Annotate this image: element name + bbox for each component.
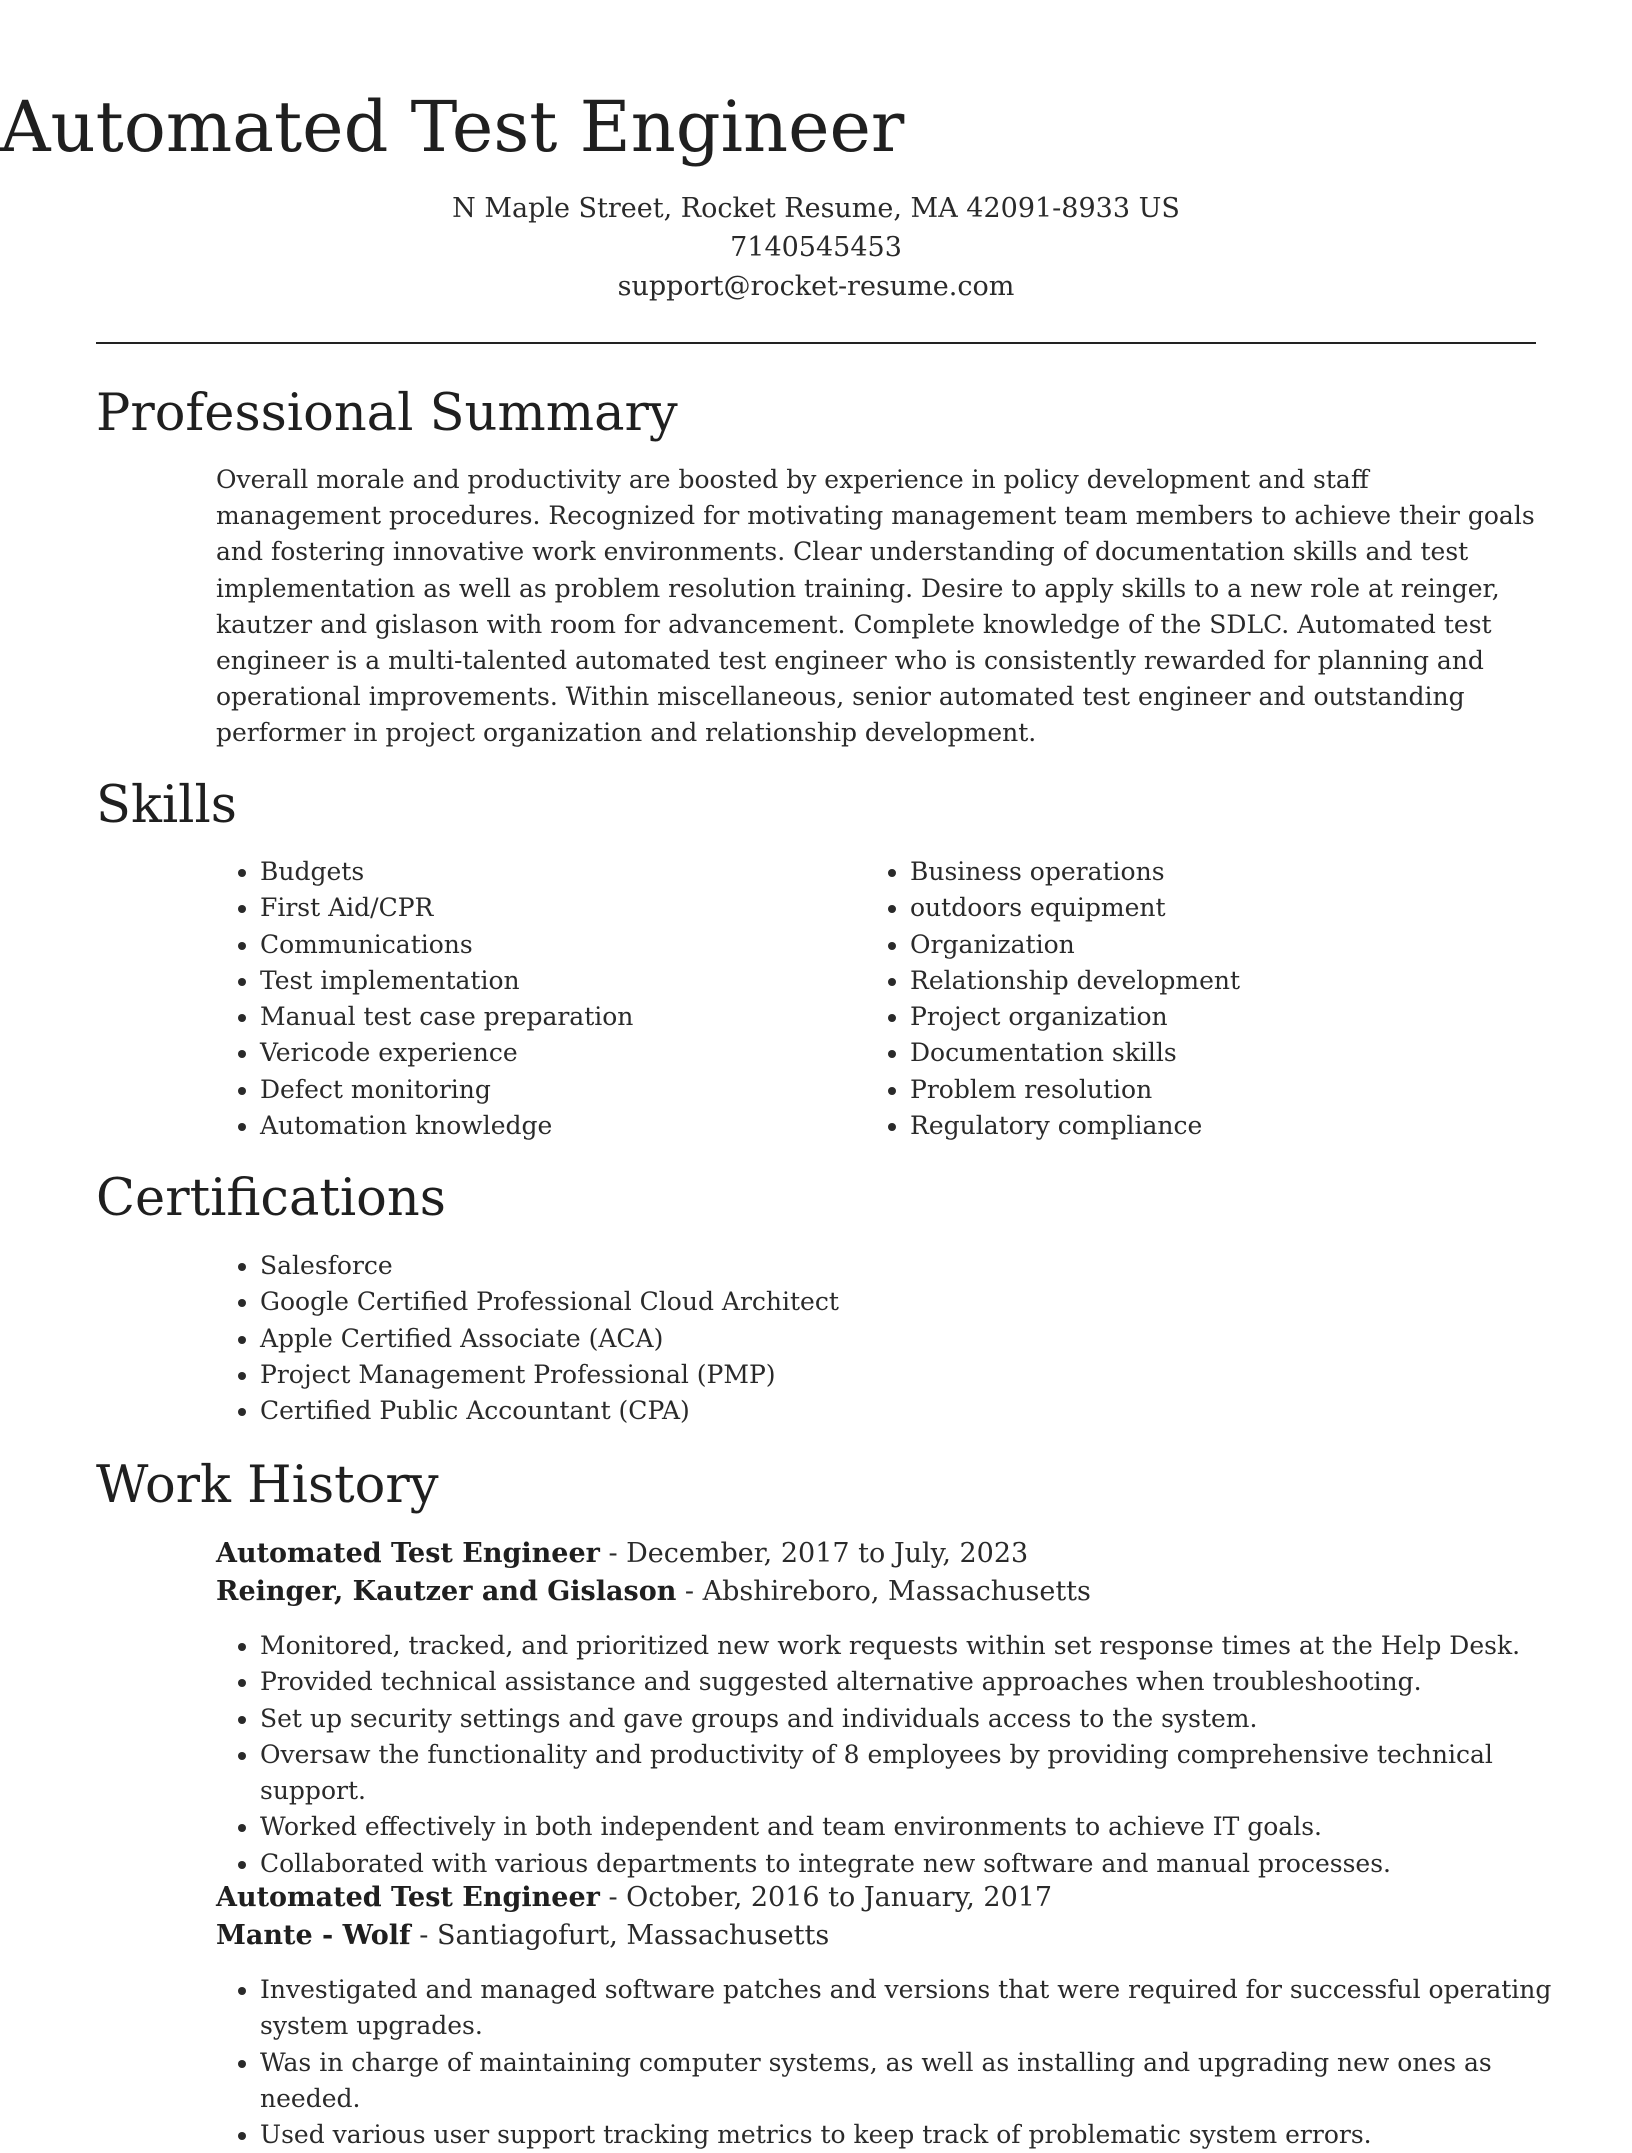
skill-item: • First Aid/CPR xyxy=(260,890,860,926)
header-divider xyxy=(96,342,1536,344)
skill-item: • Organization xyxy=(910,927,1510,963)
skill-item: • Project organization xyxy=(910,999,1510,1035)
contact-address: N Maple Street, Rocket Resume, MA 42091-8933 US xyxy=(452,193,1180,224)
job-location: - Abshireboro, Massachusetts xyxy=(676,1576,1091,1607)
skill-item: • Defect monitoring xyxy=(260,1072,860,1108)
contact-phone: 7140545453 xyxy=(730,232,902,263)
job-company-line xyxy=(216,1573,1091,1611)
job-title-line xyxy=(216,1879,1052,1917)
job-title-line xyxy=(216,1535,1028,1573)
contact-email: support@rocket-resume.com xyxy=(617,271,1015,302)
summary-heading: Professional Summary xyxy=(96,384,678,443)
skill-item: • Business operations xyxy=(910,854,1510,890)
skills-list-left xyxy=(216,854,860,1144)
candidate-name: Automated Test Engineer xyxy=(0,86,905,168)
skills-heading: Skills xyxy=(96,776,237,835)
certification-item: • Salesforce xyxy=(260,1248,1560,1284)
job-duty: • Collaborated with various departments to integrate new software and manual processes. xyxy=(260,1846,1580,1882)
job-duty: • Worked effectively in both independent and team environments to achieve IT goals. xyxy=(260,1809,1580,1845)
certification-item: • Project Management Professional (PMP) xyxy=(260,1357,1560,1393)
job-duty: • Oversaw the functionality and productivity of 8 employees by providing comprehensive technical support. xyxy=(260,1737,1580,1810)
job-duty: • Was in charge of maintaining computer systems, as well as installing and upgrading new ones as needed. xyxy=(260,2045,1580,2118)
skill-item: • Relationship development xyxy=(910,963,1510,999)
skill-item: • outdoors equipment xyxy=(910,890,1510,926)
job-duties-list xyxy=(216,1628,1580,1882)
job-duty: • Provided technical assistance and suggested alternative approaches when troubleshooting. xyxy=(260,1664,1580,1700)
job-location: - Santiagofurt, Massachusetts xyxy=(410,1920,830,1951)
certification-item: • Google Certified Professional Cloud Architect xyxy=(260,1284,1560,1320)
skill-item: • Regulatory compliance xyxy=(910,1108,1510,1144)
skill-item: • Test implementation xyxy=(260,963,860,999)
skill-item: • Communications xyxy=(260,927,860,963)
skill-item: • Vericode experience xyxy=(260,1035,860,1071)
certifications-list xyxy=(216,1248,1560,1429)
skill-item: • Manual test case preparation xyxy=(260,999,860,1035)
job-company: Reinger, Kautzer and Gislason xyxy=(216,1576,677,1607)
work-history-heading: Work History xyxy=(96,1456,439,1515)
job-dates: - December, 2017 to July, 2023 xyxy=(599,1538,1029,1569)
skill-item: • Automation knowledge xyxy=(260,1108,860,1144)
skill-item: • Budgets xyxy=(260,854,860,890)
job-duty: • Set up security settings and gave groups and individuals access to the system. xyxy=(260,1701,1580,1737)
job-company: Mante - Wolf xyxy=(216,1920,411,1951)
job-role: Automated Test Engineer xyxy=(216,1538,600,1569)
job-dates: - October, 2016 to January, 2017 xyxy=(599,1882,1053,1913)
skill-item: • Problem resolution xyxy=(910,1072,1510,1108)
job-role: Automated Test Engineer xyxy=(216,1882,600,1913)
summary-text: Overall morale and productivity are boosted by experience in policy development and staff management procedures. Recognized for motivating management team members to achieve their goals and fostering innovative work environments. Clear understanding of documentation skills and test implementation as well as problem resolution training. Desire to apply skills to a new role at reinger, kautzer and gislason with room for advancement. Complete knowledge of the SDLC. Automated test engineer is a multi-talented automated test engineer who is consistently rewarded for planning and operational improvements. Within miscellaneous, senior automated test engineer and outstanding performer in project organization and relationship development. xyxy=(216,465,1535,748)
skills-list-right xyxy=(866,854,1510,1144)
certification-item: • Certified Public Accountant (CPA) xyxy=(260,1393,1560,1429)
certification-item: • Apple Certified Associate (ACA) xyxy=(260,1321,1560,1357)
job-duty: • Investigated and managed software patches and versions that were required for successful operating system upgrades. xyxy=(260,1972,1580,2045)
certifications-heading: Certifications xyxy=(96,1169,446,1228)
job-duties-list xyxy=(216,1972,1580,2153)
skill-item: • Documentation skills xyxy=(910,1035,1510,1071)
job-duty: • Monitored, tracked, and prioritized new work requests within set response times at the Help Desk. xyxy=(260,1628,1580,1664)
job-duty: • Used various user support tracking metrics to keep track of problematic system errors. xyxy=(260,2117,1580,2153)
job-company-line xyxy=(216,1917,829,1955)
